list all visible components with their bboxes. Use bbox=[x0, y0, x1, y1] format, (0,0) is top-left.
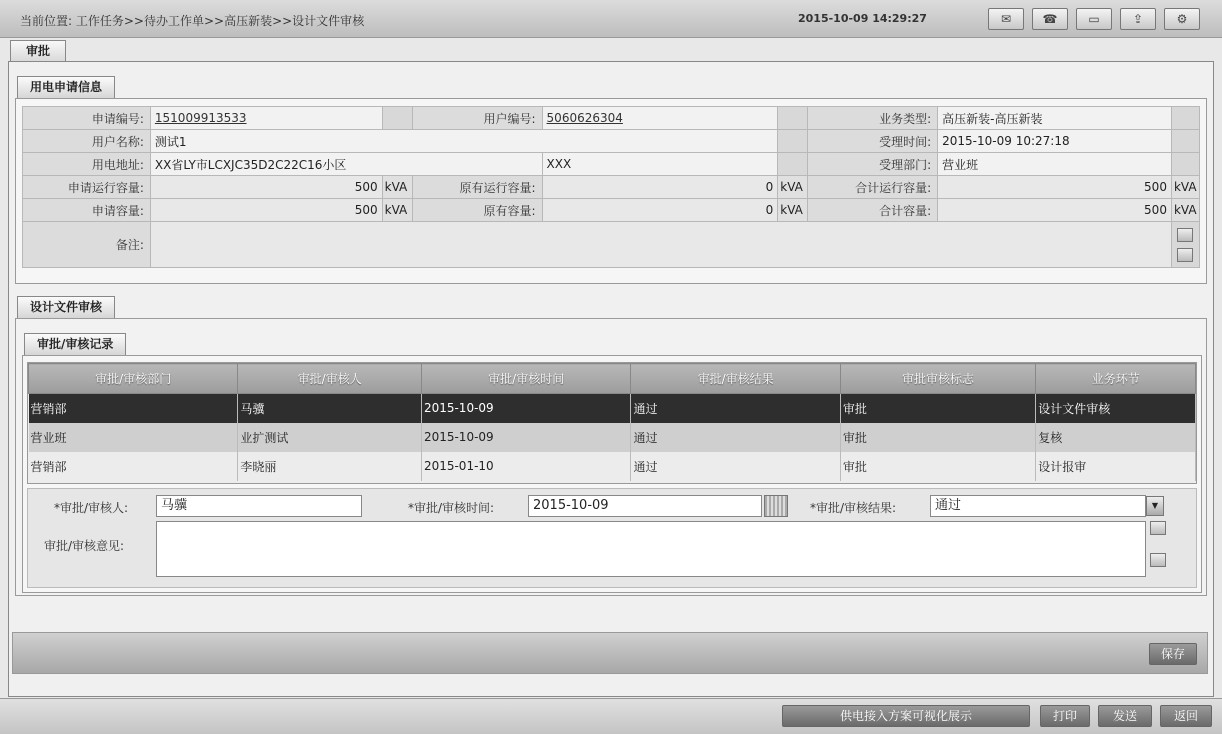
send-button[interactable]: 发送 bbox=[1098, 705, 1152, 727]
user-name-value: 测试1 bbox=[150, 130, 777, 153]
total-cap-label: 合计容量: bbox=[808, 199, 938, 222]
unit-label: kVA bbox=[778, 199, 808, 222]
info-section-tab[interactable]: 用电申请信息 bbox=[17, 76, 115, 98]
apply-run-cap-label: 申请运行容量: bbox=[23, 176, 151, 199]
toolbar-icons bbox=[988, 8, 1200, 30]
scroll-up-icon[interactable] bbox=[1177, 228, 1193, 242]
scroll-up-icon[interactable] bbox=[1150, 521, 1166, 535]
col-header-reviewer[interactable]: 审批/审核人 bbox=[238, 364, 422, 394]
orig-run-cap-value: 0 bbox=[542, 176, 778, 199]
chevron-down-icon[interactable]: ▼ bbox=[1146, 496, 1164, 516]
back-button[interactable]: 返回 bbox=[1160, 705, 1212, 727]
user-no-link[interactable]: 5060626304 bbox=[546, 111, 623, 125]
bottom-bar bbox=[0, 698, 1222, 734]
table-row[interactable]: 营业班 业扩测试 2015-10-09 通过 审批 复核 bbox=[29, 423, 1196, 452]
accept-time-value: 2015-10-09 10:27:18 bbox=[938, 130, 1172, 153]
breadcrumb: 当前位置: 工作任务>>待办工作单>>高压新装>>设计文件审核 bbox=[20, 14, 365, 28]
save-button[interactable]: 保存 bbox=[1149, 643, 1197, 665]
accept-dept-value: 营业班 bbox=[938, 153, 1172, 176]
unit-label: kVA bbox=[382, 176, 412, 199]
export-icon[interactable]: ⇪ bbox=[1120, 8, 1156, 30]
total-run-cap-value: 500 bbox=[938, 176, 1172, 199]
address-label: 用电地址: bbox=[23, 153, 151, 176]
col-header-stage[interactable]: 业务环节 bbox=[1036, 364, 1196, 394]
current-datetime: 2015-10-09 14:29:27 bbox=[798, 12, 927, 25]
records-table-wrap bbox=[27, 362, 1197, 484]
settings-icon[interactable]: ⚙ bbox=[1164, 8, 1200, 30]
orig-cap-value: 0 bbox=[542, 199, 778, 222]
col-header-time[interactable]: 审批/审核时间 bbox=[421, 364, 631, 394]
col-header-result[interactable]: 审批/审核结果 bbox=[631, 364, 840, 394]
scroll-down-icon[interactable] bbox=[1150, 553, 1166, 567]
main-frame bbox=[8, 61, 1214, 697]
phone-icon[interactable]: ☎ bbox=[1032, 8, 1068, 30]
unit-label: kVA bbox=[1171, 176, 1199, 199]
orig-run-cap-label: 原有运行容量: bbox=[412, 176, 542, 199]
review-time-input[interactable]: 2015-10-09 bbox=[528, 495, 762, 517]
reviewer-input[interactable]: 马骥 bbox=[156, 495, 362, 517]
total-run-cap-label: 合计运行容量: bbox=[808, 176, 938, 199]
apply-cap-label: 申请容量: bbox=[23, 199, 151, 222]
records-table bbox=[28, 363, 1196, 481]
apply-no-link[interactable]: 151009913533 bbox=[154, 111, 247, 125]
col-header-dept[interactable]: 审批/审核部门 bbox=[29, 364, 238, 394]
unit-label: kVA bbox=[778, 176, 808, 199]
reviewer-label: *审批/审核人: bbox=[54, 501, 129, 515]
opinion-label: 审批/审核意见: bbox=[44, 539, 125, 553]
review-result-select[interactable]: 通过 bbox=[930, 495, 1146, 517]
records-panel bbox=[22, 355, 1202, 593]
power-scheme-button[interactable]: 供电接入方案可视化展示 bbox=[782, 705, 1030, 727]
print-button[interactable]: 打印 bbox=[1040, 705, 1090, 727]
address-extra-value: XXX bbox=[542, 153, 778, 176]
top-bar bbox=[0, 0, 1222, 38]
chat-icon[interactable]: ▭ bbox=[1076, 8, 1112, 30]
accept-dept-label: 受理部门: bbox=[808, 153, 938, 176]
review-result-label: *审批/审核结果: bbox=[810, 501, 897, 515]
total-cap-value: 500 bbox=[938, 199, 1172, 222]
records-tab[interactable]: 审批/审核记录 bbox=[24, 333, 126, 355]
table-row[interactable]: 营销部 李晓丽 2015-01-10 通过 审批 设计报审 bbox=[29, 452, 1196, 481]
review-section bbox=[15, 318, 1207, 596]
biz-type-value: 高压新装-高压新装 bbox=[938, 107, 1172, 130]
accept-time-label: 受理时间: bbox=[808, 130, 938, 153]
biz-type-label: 业务类型: bbox=[808, 107, 938, 130]
tab-approval[interactable]: 审批 bbox=[10, 40, 66, 62]
review-time-label: *审批/审核时间: bbox=[408, 501, 495, 515]
user-name-label: 用户名称: bbox=[23, 130, 151, 153]
review-section-tab[interactable]: 设计文件审核 bbox=[17, 296, 115, 318]
apply-cap-value: 500 bbox=[150, 199, 382, 222]
opinion-textarea[interactable] bbox=[156, 521, 1146, 577]
remark-field[interactable] bbox=[150, 222, 1171, 268]
info-grid bbox=[22, 106, 1200, 268]
unit-label: kVA bbox=[382, 199, 412, 222]
address-value: XX省LY市LCXJC35D2C22C16小区 bbox=[150, 153, 542, 176]
scroll-down-icon[interactable] bbox=[1177, 248, 1193, 262]
action-bar bbox=[12, 632, 1208, 674]
table-row[interactable]: 营销部 马骥 2015-10-09 通过 审批 设计文件审核 bbox=[29, 394, 1196, 423]
review-form bbox=[27, 488, 1197, 588]
opinion-scrollbar[interactable] bbox=[1146, 521, 1170, 567]
apply-no-label: 申请编号: bbox=[23, 107, 151, 130]
apply-run-cap-value: 500 bbox=[150, 176, 382, 199]
unit-label: kVA bbox=[1171, 199, 1199, 222]
mail-icon[interactable]: ✉ bbox=[988, 8, 1024, 30]
user-no-label: 用户编号: bbox=[412, 107, 542, 130]
orig-cap-label: 原有容量: bbox=[412, 199, 542, 222]
col-header-flag[interactable]: 审批审核标志 bbox=[840, 364, 1035, 394]
remark-label: 备注: bbox=[23, 222, 151, 268]
remark-scrollbar[interactable] bbox=[1172, 228, 1199, 262]
info-section bbox=[15, 98, 1207, 284]
calendar-icon[interactable] bbox=[764, 495, 788, 517]
